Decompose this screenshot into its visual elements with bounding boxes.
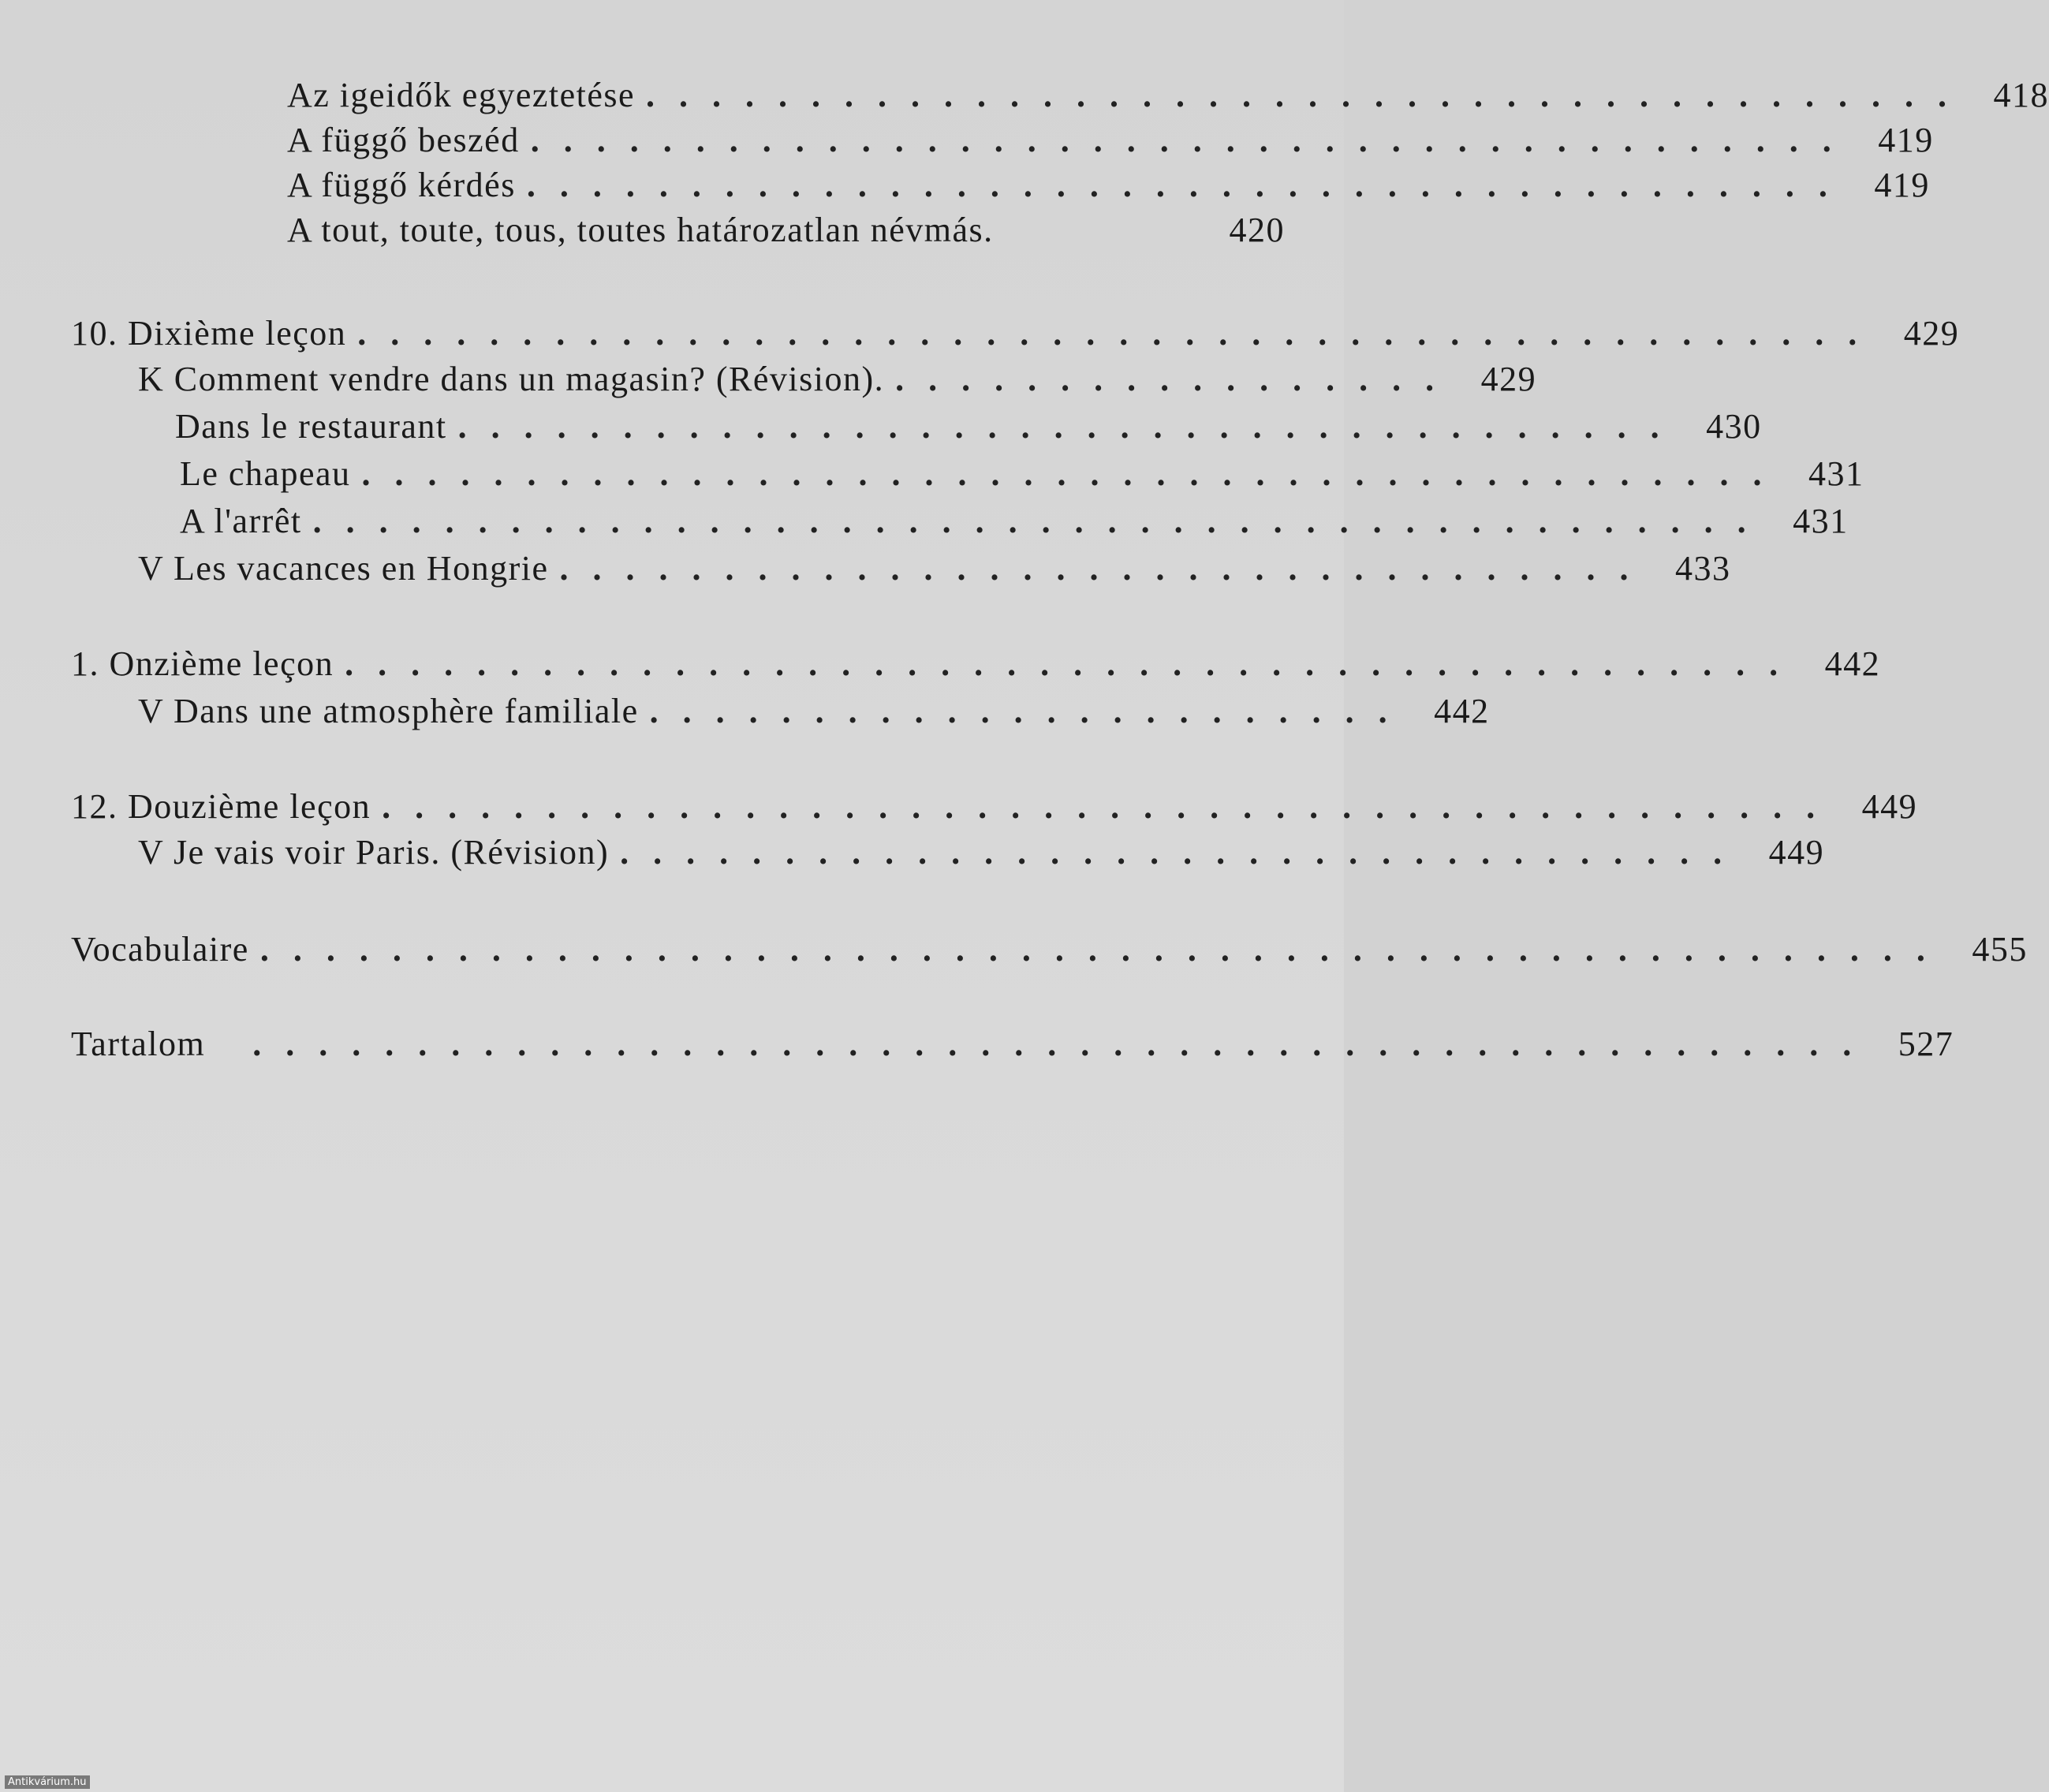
toc-entry-page: 419	[1874, 166, 1930, 204]
dot-leader: . . . . . . . . . . . . . . . . .	[895, 360, 1443, 398]
dot-leader: . . . . . . . . . . . . . . . . . . . . . . . . . . . . . . . . . .	[620, 833, 1730, 872]
toc-entry	[71, 929, 2028, 976]
toc-entry	[287, 120, 1934, 167]
dot-leader: . . . . . . . . . . . . . . . . . . . . . . . . . . . . . . . . . . . . . . . . . . . . . .	[357, 314, 1865, 353]
toc-entry	[138, 359, 1537, 406]
toc-entry-title: Az igeidők egyeztetése	[287, 76, 636, 114]
toc-entry-title: A tout, toute, tous, toutes határozatlan névmás.	[287, 211, 994, 249]
toc-entry-title: K Comment vendre dans un magasin? (Révision).	[138, 360, 885, 398]
toc-entry-page: 420	[1229, 211, 1285, 249]
toc-entry	[71, 1024, 1954, 1071]
dot-leader: . . . . . . . . . . . . . . . . . . . . . . . . . . . . . . . . . . . . . . . .	[646, 76, 1955, 114]
toc-entry-page: 430	[1706, 407, 1762, 446]
toc-entry-page: 431	[1793, 502, 1849, 540]
toc-entry	[138, 832, 1825, 879]
toc-entry	[287, 165, 1930, 212]
toc-entry-page: 442	[1434, 692, 1490, 730]
dot-leader: . . . . . . . . . . . . . . . . . . . . . . . . . . . . . . . . . . . . . . . . . . . .	[345, 644, 1786, 683]
toc-entry-page: 429	[1480, 360, 1537, 398]
toc-entry-title: Vocabulaire	[71, 930, 249, 969]
toc-entry-title: V Les vacances en Hongrie	[138, 549, 549, 588]
toc-entry-page: 455	[1972, 930, 2028, 969]
dot-leader: . . . . . . . . . . . . . . . . . . . . . . . . . . . . . . . . . . . . . . . . . . . . . . . . . . .	[259, 930, 1933, 969]
toc-entry-title: 10. Dixième leçon	[71, 314, 347, 353]
toc-entry-page: 527	[1898, 1025, 1954, 1063]
dot-leader: . . . . . . . . . . . . . . . . . . . . . . . . . . . . . . . . . . . . . . . . . . . .	[382, 787, 1823, 826]
toc-entry-page: 449	[1861, 787, 1918, 826]
dot-leader: . . . . . . . . . . . . . . . . . . . . . . . . . . . . . . . . . . . . . . . . . . . . . . . . .	[252, 1025, 1860, 1063]
toc-entry	[287, 210, 1285, 257]
toc-entry	[71, 644, 1881, 691]
toc-entry-title: 1. Onzième leçon	[71, 644, 334, 683]
toc-entry	[138, 691, 1490, 738]
toc-entry-title: A függő kérdés	[287, 166, 516, 204]
dot-leader: . . . . . . . . . . . . . . . . . . . . . . . . . . . . . . . . . . . . .	[457, 407, 1667, 446]
toc-entry	[71, 313, 1960, 360]
dot-leader: . . . . . . . . . . . . . . . . . . . . . . . . . . . . . . . . .	[559, 549, 1637, 588]
dot-leader: . . . . . . . . . . . . . . . . . . . . . . . . . . . . . . . . . . . . . . . .	[526, 166, 1835, 204]
toc-entry-page: 442	[1824, 644, 1881, 683]
toc-entry-title: Dans le restaurant	[175, 407, 447, 446]
toc-entry-title: A függő beszéd	[287, 121, 520, 159]
toc-entry-page: 418	[1993, 76, 2049, 114]
toc-entry-page: 431	[1808, 454, 1864, 493]
toc-entry-title: Le chapeau	[180, 454, 351, 493]
toc-entry-title: Tartalom	[71, 1025, 206, 1063]
watermark: Antikvárium.hu	[5, 1775, 90, 1789]
toc-entry-title: V Je vais voir Paris. (Révision)	[138, 833, 610, 872]
toc-entry	[180, 454, 1864, 501]
toc-entry-page: 433	[1675, 549, 1731, 588]
toc-entry-title: V Dans une atmosphère familiale	[138, 692, 639, 730]
dot-leader: . . . . . . . . . . . . . . . . . . . . . . .	[649, 692, 1395, 730]
dot-leader: . . . . . . . . . . . . . . . . . . . . . . . . . . . . . . . . . . . . . . . . . . . .	[312, 502, 1754, 540]
toc-entry	[175, 406, 1762, 454]
toc-entry-page: 419	[1878, 121, 1934, 159]
toc-entry	[71, 786, 1918, 834]
dot-leader: . . . . . . . . . . . . . . . . . . . . . . . . . . . . . . . . . . . . . . . . . . .	[361, 454, 1770, 493]
toc-entry-page: 429	[1903, 314, 1960, 353]
dot-leader: . . . . . . . . . . . . . . . . . . . . . . . . . . . . . . . . . . . . . . . .	[530, 121, 1839, 159]
toc-entry-title: A l'arrêt	[180, 502, 302, 540]
toc-entry-title: 12. Douzième leçon	[71, 787, 371, 826]
toc-entry	[180, 501, 1849, 548]
toc-entry-page: 449	[1768, 833, 1825, 872]
toc-entry	[287, 75, 2049, 122]
toc-entry	[138, 548, 1731, 595]
